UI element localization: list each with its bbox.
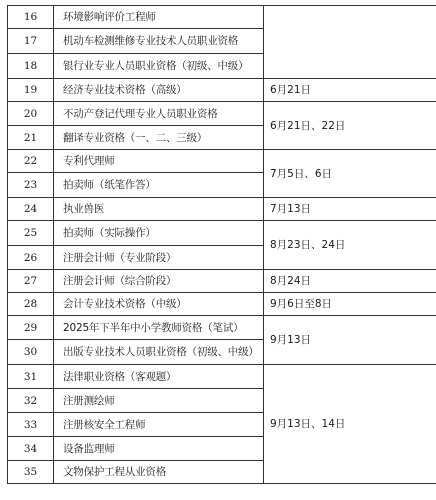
exam-name: 2025年下半年中小学教师资格（笔试） [54,316,264,340]
table-row [8,316,436,340]
table-row [8,6,436,29]
row-number: 30 [8,340,54,365]
exam-name: 注册会计师（综合阶段） [54,270,264,293]
exam-schedule-table [7,5,436,484]
row-number: 32 [8,389,54,413]
exam-date [264,6,436,79]
table-row [8,221,436,246]
exam-name: 拍卖师（实际操作） [54,221,264,246]
exam-name: 法律职业资格（客观题） [54,365,264,389]
exam-date: 7月5日、6日 [264,150,436,198]
row-number: 16 [8,6,54,29]
exam-name: 会计专业技术资格（中级） [54,293,264,316]
row-number: 26 [8,246,54,270]
row-number: 34 [8,437,54,461]
exam-name: 银行业专业人员职业资格（初级、中级） [54,54,264,79]
exam-name: 出版专业技术人员职业资格（初级、中级） [54,340,264,365]
exam-date: 6月21日、22日 [264,102,436,150]
exam-name: 翻译专业资格（一、二、三级） [54,126,264,150]
table-row [8,293,436,316]
table-row [8,102,436,126]
row-number: 19 [8,79,54,102]
schedule-table [7,5,436,484]
exam-name: 不动产登记代理专业人员职业资格 [54,102,264,126]
row-number: 23 [8,173,54,198]
exam-name: 机动车检测维修专业技术人员职业资格 [54,29,264,54]
table-row [8,270,436,293]
exam-name: 环境影响评价工程师 [54,6,264,29]
table-row [8,79,436,102]
exam-date: 6月21日 [264,79,436,102]
row-number: 33 [8,413,54,437]
exam-name: 注册核安全工程师 [54,413,264,437]
table-row [8,198,436,221]
exam-name: 注册测绘师 [54,389,264,413]
row-number: 35 [8,461,54,484]
row-number: 21 [8,126,54,150]
exam-date: 9月13日 [264,316,436,365]
table-row [8,150,436,173]
exam-name: 注册会计师（专业阶段） [54,246,264,270]
exam-date: 7月13日 [264,198,436,221]
exam-name: 拍卖师（纸笔作答） [54,173,264,198]
exam-name: 设备监理师 [54,437,264,461]
exam-date: 9月13日、14日 [264,365,436,484]
exam-name: 执业兽医 [54,198,264,221]
exam-name: 专利代理师 [54,150,264,173]
exam-name: 文物保护工程从业资格 [54,461,264,484]
row-number: 27 [8,270,54,293]
row-number: 17 [8,29,54,54]
row-number: 25 [8,221,54,246]
exam-date: 8月24日 [264,270,436,293]
row-number: 24 [8,198,54,221]
exam-name: 经济专业技术资格（高级） [54,79,264,102]
row-number: 22 [8,150,54,173]
table-row [8,365,436,389]
row-number: 31 [8,365,54,389]
row-number: 20 [8,102,54,126]
table-body [8,6,436,484]
exam-date: 8月23日、24日 [264,221,436,270]
row-number: 28 [8,293,54,316]
row-number: 18 [8,54,54,79]
row-number: 29 [8,316,54,340]
exam-date: 9月6日至8日 [264,293,436,316]
